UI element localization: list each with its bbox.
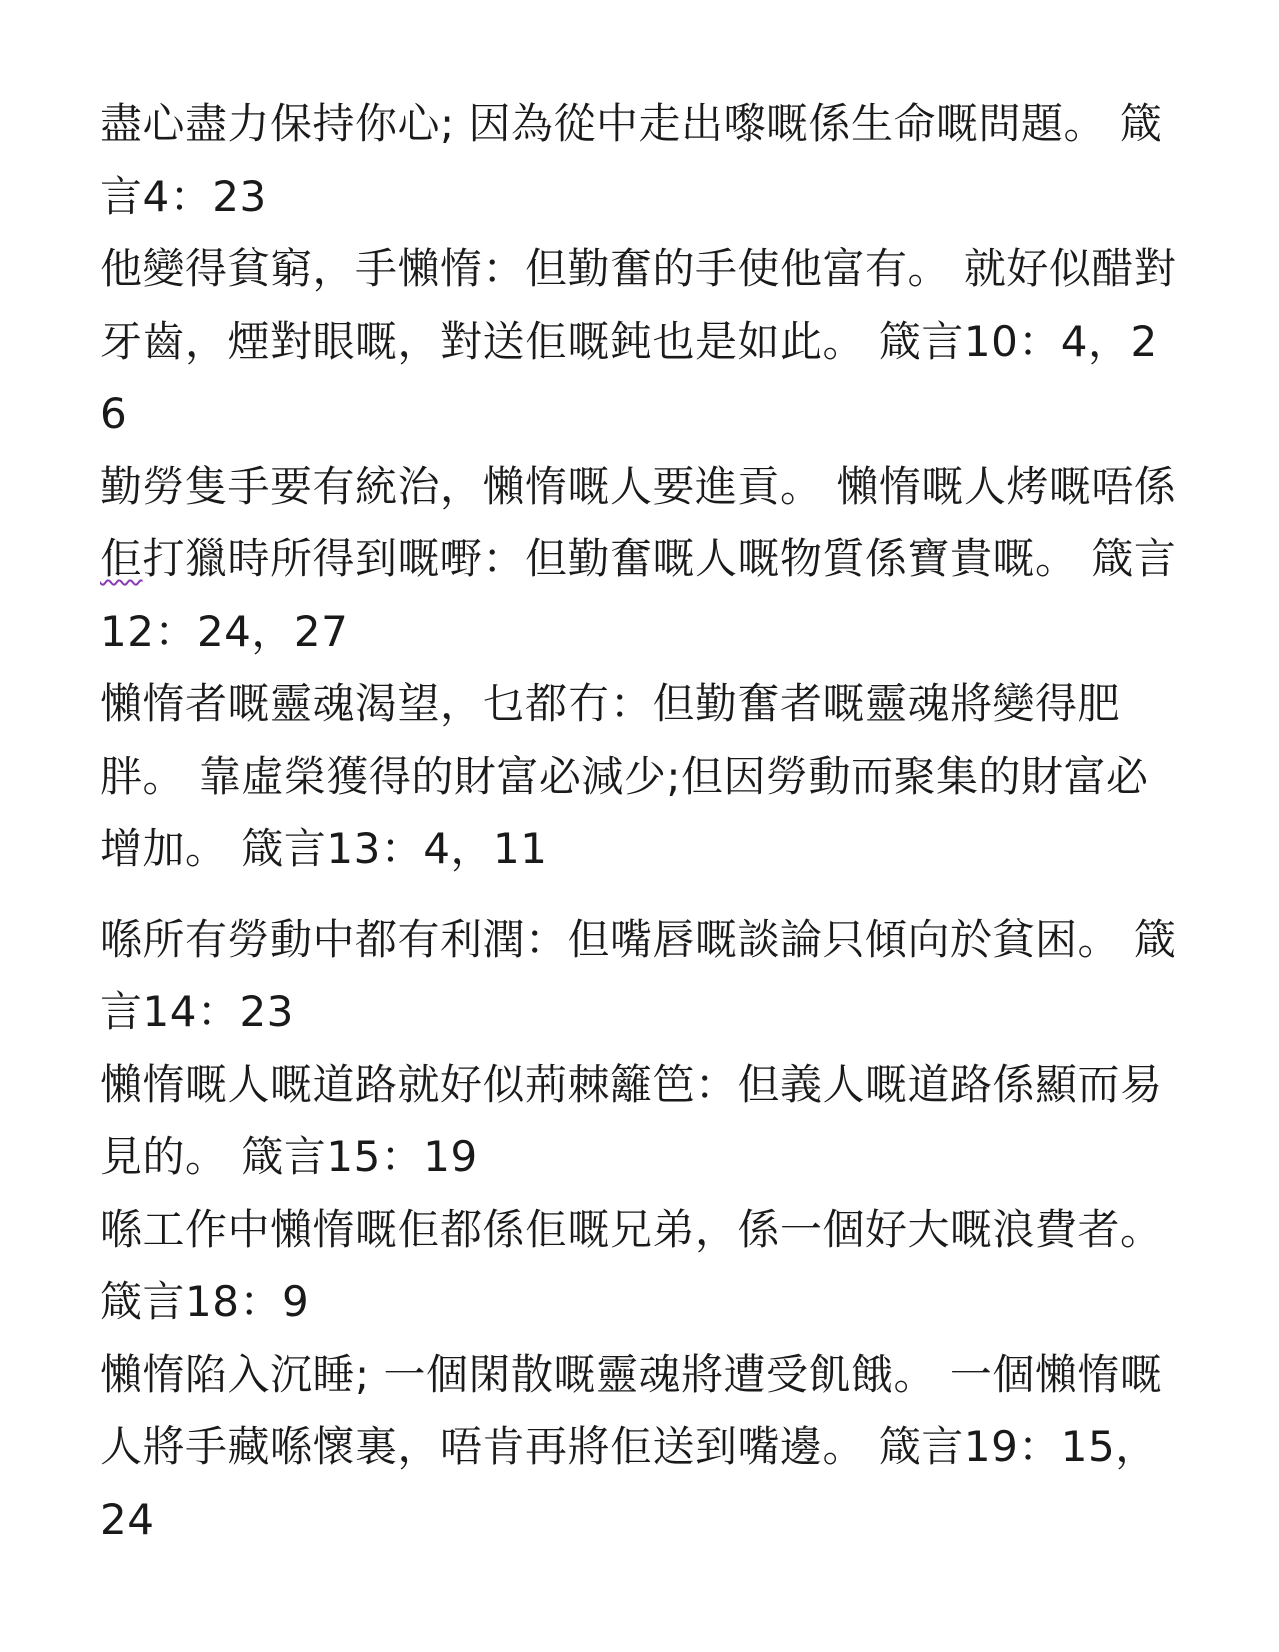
paragraph-proverbs-18-9: 喺工作中懶惰嘅佢都係佢嘅兄弟，係一個好大嘅浪費者。 箴言18：9 [100,1204,1177,1326]
paragraph-proverbs-15-19: 懶惰嘅人嘅道路就好似荊棘籬笆：但義人嘅道路係顯而易見的。 箴言15：19 [100,1059,1163,1181]
paragraph-proverbs-13: 懶惰者嘅靈魂渴望，乜都冇：但勤奮者嘅靈魂將變得肥胖。 靠虛榮獲得的財富必減少;但因勞動而聚集的財富必增加。 箴言13：4，11 [100,679,1149,873]
paragraph-proverbs-14-23: 喺所有勞動中都有利潤：但嘴唇嘅談論只傾向於貧困。 箴言14：23 [100,914,1177,1036]
paragraph-proverbs-4-23: 盡心盡力保持你心; 因為從中走出嚟嘅係生命嘅問題。 箴言4：23 [100,99,1163,221]
paragraph-proverbs-19: 懶惰陷入沉睡; 一個閑散嘅靈魂將遭受飢餓。 一個懶惰嘅人將手藏喺懷裏，唔肯再將佢送到嘴邊。 箴言19：15，24 [100,1349,1163,1544]
paragraph-text-segment: 打獵時所得到嘅嘢：但勤奮嘅人嘅物質係寶貴嘅。 箴言12：24，27 [100,534,1177,656]
paragraph-proverbs-12 [100,451,1180,669]
spellcheck-flagged-word[interactable]: 佢 [100,534,143,583]
paragraph-proverbs-10: 他變得貧窮，手懶惰：但勤奮的手使他富有。 就好似醋對牙齒，煙對眼嘅，對送佢嘅鈍也是如此。 箴言10：4，26 [100,244,1177,438]
document-body [100,88,1180,1556]
paragraph-text-segment: 勤勞隻手要有統治，懶惰嘅人要進貢。 懶惰嘅人烤嘅唔係 [100,461,1177,511]
